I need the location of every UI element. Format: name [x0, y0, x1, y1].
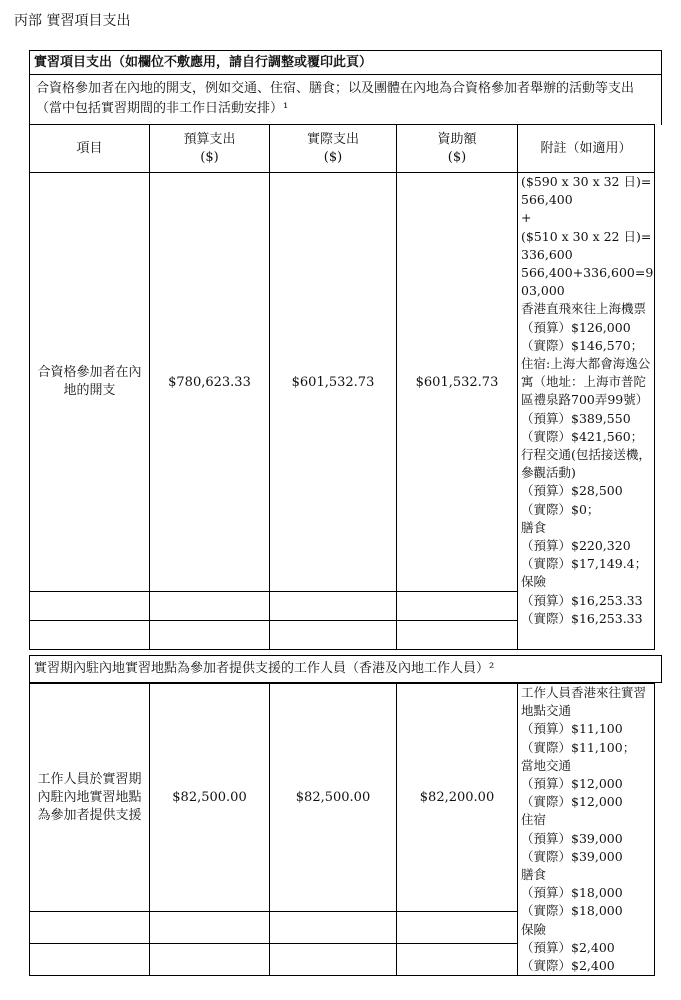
table-row — [30, 684, 655, 912]
header-item: 項目 — [30, 125, 150, 173]
section2-title: 實習期內駐內地實習地點為參加者提供支援的工作人員（香港及內地工作人員）² — [29, 655, 662, 683]
empty-cell — [270, 912, 397, 944]
table-header-row — [30, 125, 655, 173]
empty-cell — [30, 944, 150, 976]
empty-cell — [150, 592, 270, 621]
empty-cell — [270, 621, 397, 650]
empty-cell — [150, 912, 270, 944]
row-actual: $601,532.73 — [270, 173, 397, 592]
section-title: 實習項目支出（如欄位不敷應用，請自行調整或覆印此頁） — [29, 50, 662, 74]
empty-cell — [397, 944, 518, 976]
empty-cell — [150, 944, 270, 976]
header-notes: 附註（如適用） — [518, 125, 655, 173]
row-item: 合資格參加者在內地的開支 — [30, 173, 150, 592]
header-subsidy: 資助額 ($) — [397, 125, 518, 173]
staff-expense-table — [29, 683, 655, 976]
empty-cell — [270, 592, 397, 621]
empty-cell — [397, 621, 518, 650]
row-item: 工作人員於實習期內駐內地實習地點為參加者提供支援 — [30, 684, 150, 912]
empty-cell — [270, 944, 397, 976]
empty-cell — [30, 621, 150, 650]
page-heading: 丙部 實習項目支出 — [14, 13, 131, 29]
section-description: 合資格參加者在內地的開支，例如交通、住宿、膳食；以及團體在內地為合資格參加者舉辦的活動等支出（當中包括實習期間的非工作日活動安排）¹ — [29, 74, 662, 125]
row-actual: $82,500.00 — [270, 684, 397, 912]
header-budget: 預算支出 ($) — [150, 125, 270, 173]
row-notes: 工作人員香港來往實習地點交通 （預算）$11,100 （實際）$11,100； 當地交通 （預算）$12,000 （實際）$12,000 住宿 （預算）$39,000 （實際）$39,000 膳食 （預算）$18,000 （實際）$18,000 保險 （預算）$2,400 （實際）$2,400 — [518, 684, 655, 976]
empty-cell — [30, 912, 150, 944]
empty-cell — [150, 621, 270, 650]
row-subsidy: $601,532.73 — [397, 173, 518, 592]
row-subsidy: $82,200.00 — [397, 684, 518, 912]
empty-cell — [30, 592, 150, 621]
row-budget: $82,500.00 — [150, 684, 270, 912]
empty-cell — [397, 912, 518, 944]
table-row — [30, 173, 655, 592]
row-budget: $780,623.33 — [150, 173, 270, 592]
expense-table — [29, 124, 655, 650]
row-notes: ($590 x 30 x 32 日)=566,400 + ($510 x 30 x 22 日)=336,600 566,400+336,600=903,000 香港直飛來往上海機票 （預算）$126,000 （實際）$146,570； 住宿:上海大都會海逸公寓（地址：上海市普陀區禮泉路700弄99號） （預算）$389,550 （實際）$421,560； 行程交通(包括接送機，參觀活動) （預算）$28,500 （實際）$0； 膳食 （預算）$220,320 （實際）$17,149.4； 保險 （預算）$16,253.33 （實際）$16,253.33 — [518, 173, 655, 650]
empty-cell — [397, 592, 518, 621]
header-actual: 實際支出 ($) — [270, 125, 397, 173]
